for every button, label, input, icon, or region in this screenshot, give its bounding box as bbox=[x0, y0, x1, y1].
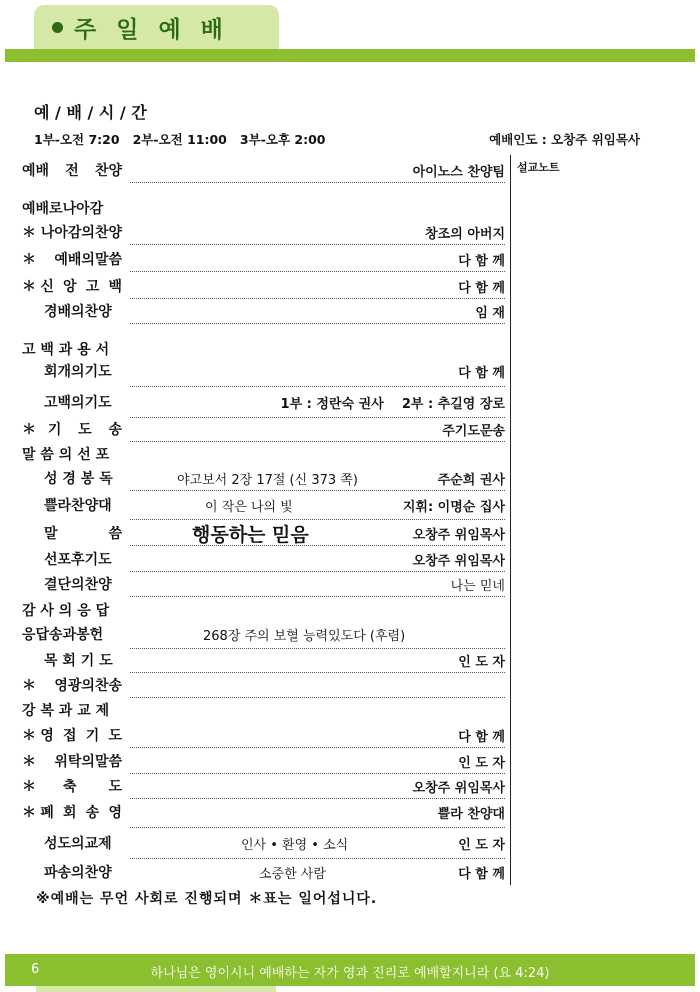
row-label: ＊영광의찬송 bbox=[22, 678, 122, 694]
order-row bbox=[0, 157, 700, 183]
dotted-line bbox=[130, 323, 505, 324]
row-right: 인 도 자 bbox=[458, 838, 505, 853]
row-label: ＊기 도 송 bbox=[22, 422, 122, 438]
order-row bbox=[0, 492, 700, 518]
row-label: 목 회 기 도 bbox=[44, 653, 113, 669]
order-row bbox=[0, 389, 700, 415]
row-right: 오창주 위임목사 bbox=[412, 528, 505, 543]
order-row bbox=[0, 273, 700, 299]
order-row bbox=[0, 246, 700, 272]
row-label: 예배로나아감 bbox=[22, 201, 104, 217]
dotted-line bbox=[130, 827, 505, 828]
order-row bbox=[0, 520, 700, 546]
row-label: ＊나아감의찬양 bbox=[22, 225, 122, 241]
worship-leader: 예배인도 : 오창주 위임목사 bbox=[489, 132, 640, 147]
row-label: 선포후기도 bbox=[44, 552, 112, 568]
order-row bbox=[0, 773, 700, 799]
row-right: 다 함 께 bbox=[458, 254, 505, 269]
row-middle: 야고보서 2장 17절 (신 373 쪽) bbox=[177, 473, 358, 488]
order-row bbox=[0, 298, 700, 324]
row-middle: 소중한 사람 bbox=[259, 867, 326, 882]
schedule-title: 예 / 배 / 시 / 간 bbox=[34, 103, 147, 122]
row-label: 고백의기도 bbox=[44, 395, 112, 411]
dotted-line bbox=[130, 386, 505, 387]
row-label: ＊폐 회 송 영 bbox=[22, 805, 122, 821]
row-label: 결단의찬양 bbox=[44, 577, 112, 593]
footer-bar bbox=[5, 954, 695, 986]
bullet-icon bbox=[52, 22, 63, 33]
row-right: 주기도문송 bbox=[442, 424, 505, 439]
section-heading bbox=[0, 441, 700, 467]
standing-footnote: ※예배는 무언 사회로 진행되며 ＊표는 일어섭니다. bbox=[36, 891, 378, 907]
row-label: 성 경 봉 독 bbox=[44, 471, 113, 487]
service-times: 1부-오전 7:20 2부-오전 11:00 3부-오후 2:00 bbox=[34, 132, 326, 147]
order-row bbox=[0, 748, 700, 774]
row-label: 경배의찬양 bbox=[44, 304, 112, 320]
order-row bbox=[0, 830, 700, 856]
row-label: ＊신 앙 고 백 bbox=[22, 279, 122, 295]
order-row bbox=[0, 465, 700, 491]
order-row bbox=[0, 722, 700, 748]
order-row bbox=[0, 672, 700, 698]
row-right: 오창주 위임목사 bbox=[412, 554, 505, 569]
page-number: 6 bbox=[31, 962, 40, 977]
order-row bbox=[0, 799, 700, 825]
row-label: ＊축 도 bbox=[22, 779, 122, 795]
order-row bbox=[0, 416, 700, 442]
row-label: 말 씀 bbox=[44, 526, 122, 542]
footer-tab bbox=[36, 986, 276, 992]
row-label: 고 백 과 용 서 bbox=[22, 342, 110, 358]
row-middle: 인사 • 환영 • 소식 bbox=[241, 838, 349, 853]
header-tab bbox=[34, 5, 279, 49]
row-right: 인 도 자 bbox=[458, 756, 505, 771]
row-label: 응답송과봉헌 bbox=[22, 627, 104, 643]
row-label: 예배 전 찬양 bbox=[22, 163, 122, 179]
row-label: 말 씀 의 선 포 bbox=[22, 447, 110, 463]
order-row bbox=[0, 571, 700, 597]
row-right: 아이노스 찬양팀 bbox=[412, 165, 505, 180]
footer-verse: 하나님은 영이시니 예배하는 자가 영과 진리로 예배할지니라 (요 4:24) bbox=[150, 966, 550, 981]
dotted-line bbox=[130, 490, 505, 491]
section-heading bbox=[0, 697, 700, 723]
order-row bbox=[0, 358, 700, 384]
row-label: 회개의기도 bbox=[44, 364, 112, 380]
row-label: ＊영 접 기 도 bbox=[22, 728, 122, 744]
row-right: 다 함 께 bbox=[458, 867, 505, 882]
dotted-line bbox=[130, 182, 505, 183]
order-row bbox=[0, 647, 700, 673]
row-label: 감 사 의 응 답 bbox=[22, 603, 110, 619]
row-right: 나는 믿네 bbox=[450, 579, 505, 594]
row-right: 창조의 아버지 bbox=[425, 227, 505, 242]
row-middle: 268장 주의 보혈 능력있도다 (후렴) bbox=[203, 629, 406, 644]
sermon-notes-label: 설교노트 bbox=[517, 161, 560, 174]
order-row bbox=[0, 546, 700, 572]
section-heading bbox=[0, 195, 700, 221]
row-label: ＊위탁의말씀 bbox=[22, 754, 122, 770]
row-right: 지휘: 이명순 집사 bbox=[402, 500, 505, 515]
dotted-line bbox=[130, 271, 505, 272]
order-row bbox=[0, 219, 700, 245]
top-divider-bar bbox=[5, 49, 695, 62]
row-label: ＊예배의말씀 bbox=[22, 252, 122, 268]
dotted-line bbox=[130, 244, 505, 245]
sermon-title: 행동하는 믿음 bbox=[192, 524, 309, 546]
row-middle: 이 작은 나의 빛 bbox=[205, 500, 293, 515]
row-right: 쁠라 찬양대 bbox=[437, 807, 505, 822]
row-right: 임 재 bbox=[475, 306, 505, 321]
row-right: 주순희 권사 bbox=[437, 473, 505, 488]
row-label: 강 복 과 교 제 bbox=[22, 703, 110, 719]
row-right: 오창주 위임목사 bbox=[412, 781, 505, 796]
order-row bbox=[0, 859, 700, 885]
row-label: 성도의교제 bbox=[44, 836, 112, 852]
row-right: 다 함 께 bbox=[458, 730, 505, 745]
row-right: 다 함 께 bbox=[458, 366, 505, 381]
row-label: 쁠라찬양대 bbox=[44, 498, 112, 514]
section-heading bbox=[0, 597, 700, 623]
row-right: 다 함 께 bbox=[458, 281, 505, 296]
row-right: 인 도 자 bbox=[458, 655, 505, 670]
page-title: 주 일 예 배 bbox=[74, 17, 229, 43]
row-label: 파송의찬양 bbox=[44, 865, 112, 881]
order-row bbox=[0, 621, 700, 647]
row-right: 1부 : 정란숙 권사 2부 : 추길영 장로 bbox=[280, 397, 505, 412]
